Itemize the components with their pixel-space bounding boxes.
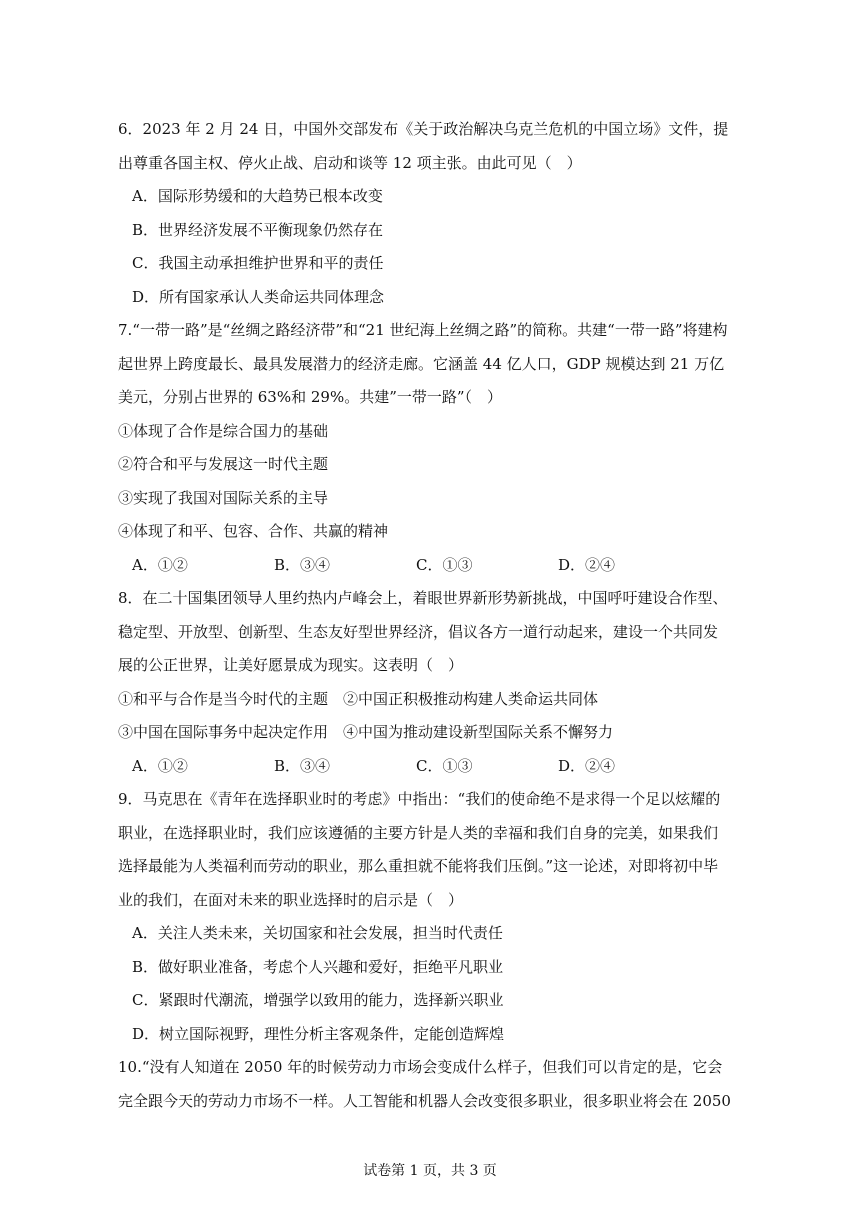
question-stem-line: 9．马克思在《青年在选择职业时的考虑》中指出：“我们的使命绝不是求得一个足以炫耀的 bbox=[118, 790, 721, 808]
option-c[interactable]: C．我国主动承担维护世界和平的责任 bbox=[132, 254, 384, 272]
question-stem-line: 美元，分别占世界的 63%和 29%。共建”一带一路”（ ） bbox=[118, 388, 503, 406]
question-stem-line: 8．在二十国集团领导人里约热内卢峰会上，着眼世界新形势新挑战，中国呼吁建设合作型、 bbox=[118, 589, 728, 607]
question-8 bbox=[118, 582, 746, 783]
option-a[interactable]: A．关注人类未来，关切国家和社会发展，担当时代责任 bbox=[132, 924, 503, 942]
choice-row bbox=[118, 750, 746, 784]
option-b[interactable]: B．做好职业准备，考虑个人兴趣和爱好，拒绝平凡职业 bbox=[132, 957, 504, 976]
option-d[interactable]: D．树立国际视野，理性分析主客观条件，定能创造辉煌 bbox=[132, 1024, 505, 1043]
choice-row bbox=[118, 549, 746, 583]
statement-4: ④体现了和平、包容、合作、共赢的精神 bbox=[118, 522, 389, 540]
option-c[interactable]: C．紧跟时代潮流，增强学以致用的能力，选择新兴职业 bbox=[132, 991, 504, 1009]
question-7 bbox=[118, 314, 746, 582]
question-stem-line: 10.“没有人知道在 2050 年的时候劳动力市场会变成什么样子，但我们可以肯定的是，它会 bbox=[118, 1058, 723, 1076]
question-stem-line: 完全跟今天的劳动力市场不一样。人工智能和机器人会改变很多职业，很多职业将会在 2050 bbox=[118, 1091, 731, 1110]
option-d[interactable]: D．②④ bbox=[558, 756, 616, 775]
option-d[interactable]: D．②④ bbox=[558, 555, 616, 574]
option-b[interactable]: B．③④ bbox=[274, 756, 331, 775]
option-a[interactable]: A．①② bbox=[132, 555, 188, 574]
option-a[interactable]: A．①② bbox=[132, 756, 188, 775]
question-stem-line: 业的我们，在面对未来的职业选择时的启示是（ ） bbox=[118, 890, 464, 909]
statement-2: ②符合和平与发展这一时代主题 bbox=[118, 455, 329, 473]
question-stem-line: 出尊重各国主权、停火止战、启动和谈等 12 项主张。由此可见（ ） bbox=[118, 153, 582, 172]
option-a[interactable]: A．国际形势缓和的大趋势已根本改变 bbox=[132, 187, 383, 205]
question-stem-line: 起世界上跨度最长、最具发展潜力的经济走廊。它涵盖 44 亿人口，GDP 规模达到 21 万亿 bbox=[118, 354, 725, 373]
statement-row: ①和平与合作是当今时代的主题 ②中国正积极推动构建人类命运共同体 bbox=[118, 689, 599, 708]
question-6 bbox=[118, 113, 746, 314]
question-stem-line: 7.“一带一路”是“丝绸之路经济带”和“21 世纪海上丝绸之路”的简称。共建“一带一路”将建构 bbox=[118, 321, 728, 339]
question-10 bbox=[118, 1051, 746, 1118]
question-stem-line: 职业，在选择职业时，我们应该遵循的主要方针是人类的幸福和我们自身的完美，如果我们 bbox=[118, 823, 719, 842]
question-stem-line: 选择最能为人类福利而劳动的职业，那么重担就不能将我们压倒。”这一论述，对即将初中毕 bbox=[118, 857, 719, 875]
question-stem-line: 6．2023 年 2 月 24 日，中国外交部发布《关于政治解决乌克兰危机的中国立场》文件，提 bbox=[118, 120, 729, 138]
statement-3: ③实现了我国对国际关系的主导 bbox=[118, 488, 329, 507]
page-content bbox=[118, 113, 746, 1118]
option-b[interactable]: B．世界经济发展不平衡现象仍然存在 bbox=[132, 220, 384, 239]
statement-row: ③中国在国际事务中起决定作用 ④中国为推动建设新型国际关系不懈努力 bbox=[118, 723, 614, 741]
page-footer: 试卷第 1 页，共 3 页 bbox=[363, 1163, 497, 1179]
question-stem-line: 稳定型、开放型、创新型、生态友好型世界经济，倡议各方一道行动起来，建设一个共同发 bbox=[118, 622, 719, 641]
option-d[interactable]: D．所有国家承认人类命运共同体理念 bbox=[132, 287, 385, 306]
question-9 bbox=[118, 783, 746, 1051]
statement-1: ①体现了合作是综合国力的基础 bbox=[118, 421, 329, 440]
option-c[interactable]: C．①③ bbox=[416, 756, 473, 775]
question-stem-line: 展的公正世界，让美好愿景成为现实。这表明（ ） bbox=[118, 656, 464, 674]
option-c[interactable]: C．①③ bbox=[416, 555, 473, 574]
option-b[interactable]: B．③④ bbox=[274, 555, 331, 574]
